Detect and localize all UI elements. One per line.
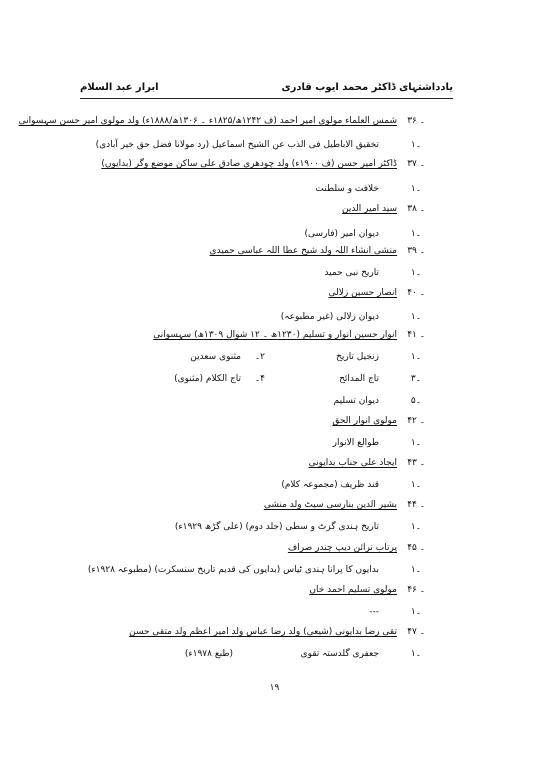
item-mark: ۵۔ (410, 396, 421, 406)
item-title: تاج المدائح (339, 374, 379, 384)
entry-heading-40: انصار حسین زلالی (328, 288, 397, 298)
item-mark: ۱۔ (410, 649, 421, 659)
item-mark: ۱۔ (410, 312, 421, 322)
entry-number-38: ۳۸ ۔ (407, 204, 425, 214)
entry-number-36: ۳۶ ۔ (407, 116, 425, 126)
entry-heading-36: شمس العلماء مولوی امیر احمد (ف ۱۲۴۲ھ/۱۸۲۵ء ۔ ۱۳۰۶ھ/۱۸۸۸ء) ولد مولوی امیر حسن سہسوانی (18, 116, 397, 126)
item-mark: ۱۔ (410, 229, 421, 239)
item-mark: ۱۔ (410, 140, 421, 150)
item-title: زنجیل تاریخ (336, 352, 379, 362)
entry-number-46: ۴۶ ۔ (407, 585, 425, 595)
entry-heading-43: ایجاد علی جناب بدایونی (308, 458, 397, 468)
page-number: ۱۹ (269, 683, 280, 693)
item-mark: ۱۔ (410, 480, 421, 490)
entry-heading-47: تقی رضا بدایونی (شیعی) ولد رضا عباس ولد امیر اعظم ولد متقی حسن (129, 627, 397, 637)
item-title: تاریخ نبی حمید (324, 268, 379, 278)
entry-heading-46: مولوی تسلیم احمد خاں (309, 585, 397, 595)
item-title: طوالع الانوار (332, 438, 379, 448)
item-title: تخقیق الاباطیل فی الذب عن الشیخ اسماعیل (رد مولانا فضل حق خیر آبادی) (95, 140, 379, 150)
publication-note: (طبع ۱۹۷۸ء) (184, 649, 233, 659)
entry-heading-44: بشیر الدین بنارسی سیٹ ولد منشی (263, 500, 397, 510)
item-title: قند ظریف (مجموعہ کلام) (281, 480, 379, 490)
item-title: بدایوں کا پرانا ہندی ٹیاس (بدایوں کی قدیم تاریخ سنسکرت) (مطبوعہ ۱۹۲۸ء) (87, 565, 379, 575)
entry-heading-42: مولوی انوار الحق (332, 416, 397, 426)
header-author: ابرار عبد السلام (80, 82, 159, 93)
entry-number-44: ۴۴ ۔ (407, 500, 425, 510)
item-mark: ۱۔ (410, 184, 421, 194)
entry-number-47: ۴۷ ۔ (407, 627, 425, 637)
item-mark: ۱۔ (410, 565, 421, 575)
entry-heading-38: سید امیر الدین (341, 204, 397, 214)
item-mark: ۴۔ (254, 374, 265, 384)
item-title: تاج الکلام (مثنوی) (174, 374, 241, 384)
entry-number-37: ۳۷ ۔ (407, 159, 425, 169)
item-mark: ۳۔ (410, 374, 421, 384)
entry-number-42: ۴۲ ۔ (407, 416, 425, 426)
entry-number-40: ۴۰ ۔ (407, 288, 425, 298)
header-title: یادداشتہای ڈاکٹر محمد ایوب قادری (281, 82, 453, 93)
item-mark: ۱۔ (410, 438, 421, 448)
item-title: مثنوی سعدین (190, 352, 241, 362)
header-rule (80, 98, 453, 99)
entry-number-43: ۴۳ ۔ (407, 458, 425, 468)
entry-number-39: ۳۹ ۔ (407, 246, 425, 256)
entry-heading-37: ڈاکٹر امیر حسن (ف ۱۹۰۰ء) ولد چودھری صادق علی ساکن موضع وگر (بدایوں) (101, 159, 397, 169)
item-title: دیوان تسلیم (333, 396, 379, 406)
item-title: دیوان زلالی (غیر مطبوعہ) (280, 312, 379, 322)
item-title: جعفری گلدستہ تقوی (300, 649, 379, 659)
item-mark: ۱۔ (410, 268, 421, 278)
entry-heading-45: پرتاب نرائن دیپ چندر صراف (287, 543, 397, 553)
item-title: --- (369, 607, 379, 617)
item-title: خلافت و سلطنت (315, 184, 379, 194)
item-mark: ۱۔ (410, 352, 421, 362)
entry-heading-39: منشی انشاء اللہ ولد شیخ عطا اللہ عباسی حمیدی (209, 246, 397, 256)
item-mark: ۱۔ (410, 607, 421, 617)
entry-number-41: ۴۱ ۔ (407, 330, 425, 340)
item-mark: ۱۔ (410, 522, 421, 532)
entry-heading-41: انوار حسین انوار و تسلیم (۱۲۳۰ھ ۔ ۱۲ شوال ۱۳۰۹ھ) سہسوانی (153, 330, 397, 340)
item-title: تاریخ ہندی گزٹ و سطی (جلد دوم) (علی گڑھ ۱۹۲۹ء) (174, 522, 379, 532)
item-mark: ۲۔ (254, 352, 265, 362)
item-title: دیوان امیر (فارسی) (304, 229, 379, 239)
entry-number-45: ۴۵ ۔ (407, 543, 425, 553)
